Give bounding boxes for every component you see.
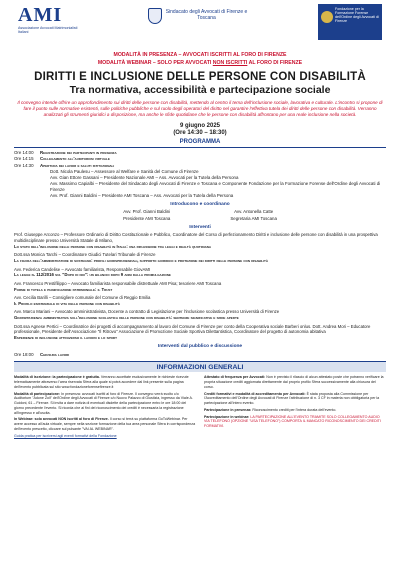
- event-title: DIRITTI E INCLUSIONE DELLE PERSONE CON DISABILITÀ: [34, 71, 366, 84]
- speaker-item: Avv. Marco Mariani – Avvocato amministrativista, Docente a contratto di Legislazione per l'inclusione scolastica presso Università di Firenze Giurisprudenza amministrativa sull'inclusione scolastica delle persone con disabilità: sentenze significative e sfide aperte: [14, 309, 280, 321]
- ami-logo-mark: AMI: [18, 4, 63, 26]
- event-intro: Il convegno intende offrire un approfondimento sui diritti delle persone con disabilità, mettendo al centro il tema dell'inclusione sociale, lavorativa e culturale. L'incontro si propone di fare il punto sulle normative esistenti, sulle politiche pubbliche e sul ruolo degli operatori del diritto nel garantire l'effettiva tutela dei diritti delle persone con disabilità. Verranno analizzati gli strumenti giuridici a disposizione, ma anche le sfide quotidiane che le persone con disabilità affrontano per una reale inclusione nella società.: [17, 100, 383, 118]
- ami-logo: [18, 4, 78, 40]
- greeting-item: Dott. Nicola Paulesu – Assessore al Welfare e Sanità del Comune di Firenze: [50, 168, 199, 174]
- fondazione-logo-text: Fondazione per la Formazione Forense dell'Ordine degli Avvocati di Firenze: [335, 7, 379, 24]
- schedule: [14, 150, 386, 199]
- program-heading: PROGRAMMA: [179, 139, 221, 146]
- speaker-item: Avv. Federica Candelise – Avvocato familiarista, Responsabile GiovAMI La legge n. 112/2016 sul "Dopo di noi": un bilancio dopo 9 anni dalla promulgazione: [14, 266, 171, 278]
- coordinator: Avv. Prof. Gianni Baldini Presidente AMI Toscana: [123, 209, 171, 221]
- info-column-left: [14, 375, 196, 440]
- speaker-item: Avv. Francesco Prestifilippo – Avvocato familiarista responsabile distrettuale AMI Pisa; tesoriere AMI Toscana Forme di tutela e pianificazione patrimoniale: il Trust: [14, 280, 222, 292]
- guide-link[interactable]: Guida pratica per iscriversi agli eventi formativi della Fondazione: [14, 433, 117, 438]
- greeting-item: Avv. Massimo Capialbi – Presidente del Sindacato degli Avvocati di Firenze e Toscana e Componente Fondazione per la Formazione Forense dell'Ordine degli Avvocati di Firenze: [50, 181, 381, 193]
- interventions-heading: Interventi: [189, 224, 211, 230]
- schedule-row: Ore 14:15 Collegamento all'auditorium virtuale: [14, 156, 110, 162]
- info-paragraph: Modalità di iscrizione: la partecipazione è gratuita. Verranno accettate esclusivamente le richieste ricevute telematicamente attraverso l'area riservata Sfera alla quale si potrà accedere dal link presente sulla pagina dell'evento pubblicata sul sito www.fondazioneforensefirenze.it: [14, 375, 189, 389]
- info-column-right: [204, 375, 386, 440]
- divider: [14, 147, 386, 148]
- closing-row: Ore 18:00 Chiusura lavori: [14, 352, 70, 358]
- sindacato-logo-text: Sindacato degli Avvocati di Firenze e Toscana: [165, 9, 248, 21]
- general-info: [14, 375, 386, 440]
- info-paragraph: Crediti formativi e modalità di accreditamento per Avvocati: È stata proposta alla Commissione per l'Accreditamento dell'Ordine degli Avvocati di Firenze l'attribuzione di n. 3 CF in materia non obbligatoria per la partecipazione all'intero evento.: [204, 391, 380, 406]
- mode-webinar: MODALITÀ WEBINAR – SOLO PER AVVOCATI NON ISCRITTI AL FORO DI FIRENZE: [97, 59, 303, 66]
- speaker-item: Avv. Cecilia Barilli – Consigliere comunale del Comune di Reggio Emilia Il Profilo esistenziale di vita delle persone con disabilità: [14, 295, 151, 306]
- schedule-row: Ore 14:00 Registrazione dei partecipanti in presenza: [14, 150, 117, 156]
- coordinator: Avv. Antonella Catte Segretaria AMI Toscana: [230, 209, 277, 221]
- sindacato-logo: [148, 8, 249, 24]
- event-date: 9 giugno 2025 (Ore 14:30 – 18:30): [14, 123, 386, 139]
- info-paragraph: Modalità di partecipazione: In presenza: avvocati iscritti al foro di Firenze. Il convegno verrà svolto c/o Auditorium "Adone Zoli" dell'Ordine degli Avvocati di Firenze c/o Nuovo Palazzo di Giustizia, ingresso da Viale A. Guidoni, 61 – Firenze. Si invita a dare notizia di eventuali disdette della partecipazione entro le ore 18:00 del giorno precedente l'evento. Si ricorda che ai fini del riconoscimento dei crediti è necessaria la registrazione all'ingresso e all'uscita.: [14, 391, 193, 415]
- speaker-item: Dott.ssa Monica Tarchi – Coordinatore Giudici Tutelari Tribunale di Firenze La figura dell'amministratore di sostegno: profili giurisprudenziali, supporto giuridico e protezione dei diritti delle persone con disabilità: [14, 252, 269, 264]
- info-paragraph: In Webinar: solo avvocati NON iscritti al foro di Firenze. Il corso si terrà su piattaforma GoToWebinar. Per avere accesso all'aula virtuale, sempre nella sezione formazione della tua area personale Sfera in corrispondenza dell'evento prescelto, cliccare sul pulsante "VAI AL WEBINAR".: [14, 417, 196, 431]
- speaker-item: Dott.ssa Agnese Pertici – Coordinatrice dei progetti di accompagnamento al lavoro del Comune di Firenze per conto della Cooperativa sociale Barberi onlus. Dott. Andrea Mori – Educatore professionale, Presidente dell'Associazione "Il Ritrovo" Associazione di Promozione Sociale Sportiva Dilettantistica, Coordinatore del progetto di autonomia abitativa Esperienze di inclusione attraverso il lavoro e lo sport: [14, 323, 371, 341]
- info-paragraph: Partecipazione in webinar: LA PARTECIPAZIONE ALL'EVENTO TRAMITE SOLO COLLEGAMENTO AUDIO VIA TELEFONO (OPZIONE "USA TELEFONO") COMPORTA IL MANCATO RICONOSCIMENTO DEI CREDITI FORMATIVI.: [204, 414, 381, 429]
- fondazione-logo: [318, 4, 382, 40]
- greeting-item: Avv. Prof. Gianni Baldini – Presidente AMI Toscana – Ass. Avvocati per la Tutela della Persona: [50, 193, 234, 199]
- info-heading: INFORMAZIONI GENERALI: [14, 361, 386, 372]
- schedule-row: Ore 14:30 Apertura dei lavori e saluti istituzionali: [14, 162, 115, 168]
- greeting-item: Avv. Gian Ettore Gassani – Presidente Nazionale AMI – Ass. Avvocati per la Tutela della Persona: [50, 174, 239, 180]
- info-paragraph: Partecipazione in presenza: Riconoscimento crediti per l'intera durata dell'evento.: [204, 407, 337, 412]
- event-hours: (Ore 14:30 – 18:30): [173, 130, 227, 137]
- sindacato-emblem-icon: [148, 8, 162, 24]
- discussion-heading: Interventi dal pubblico e discussione: [157, 344, 243, 350]
- fondazione-seal-icon: [321, 11, 333, 23]
- event-subtitle: Tra normativa, accessibilità e partecipazione sociale: [69, 84, 331, 97]
- speaker-item: Prof. Giuseppe Arconzo – Professore Ordinario di Diritto Costituzionale e Pubblico, Coordinatore del Corso di perfezionamento Diritti e inclusione delle persone con disabilità in una prospettiva multidisciplinare presso Università Statale di Milano, Lo stato dell'inclusione delle persone con disabilità in Italia: una riflessione tra leggi e realtà quotidiana: [14, 232, 378, 250]
- header-logos: [14, 4, 386, 50]
- info-paragraph: Attestato di frequenza per Avvocati: Non è previsto il rilascio di alcun attestato poste che potranno verificare la propria situazione crediti aggiornata direttamente dal proprio profilo Sfera successivamente alla chiusura del corso.: [204, 375, 384, 389]
- ami-logo-subtitle: Associazione Avvocati Matrimonialisti Italiani: [18, 26, 78, 34]
- coordinators-heading: Introducono e coordinano: [170, 202, 230, 208]
- mode-in-person: MODALITÀ IN PRESENZA – AVVOCATI ISCRITTI AL FORO DI FIRENZE: [113, 52, 287, 58]
- coordinators: [14, 209, 386, 221]
- attendance-modes: [14, 52, 386, 67]
- speakers: [14, 232, 386, 341]
